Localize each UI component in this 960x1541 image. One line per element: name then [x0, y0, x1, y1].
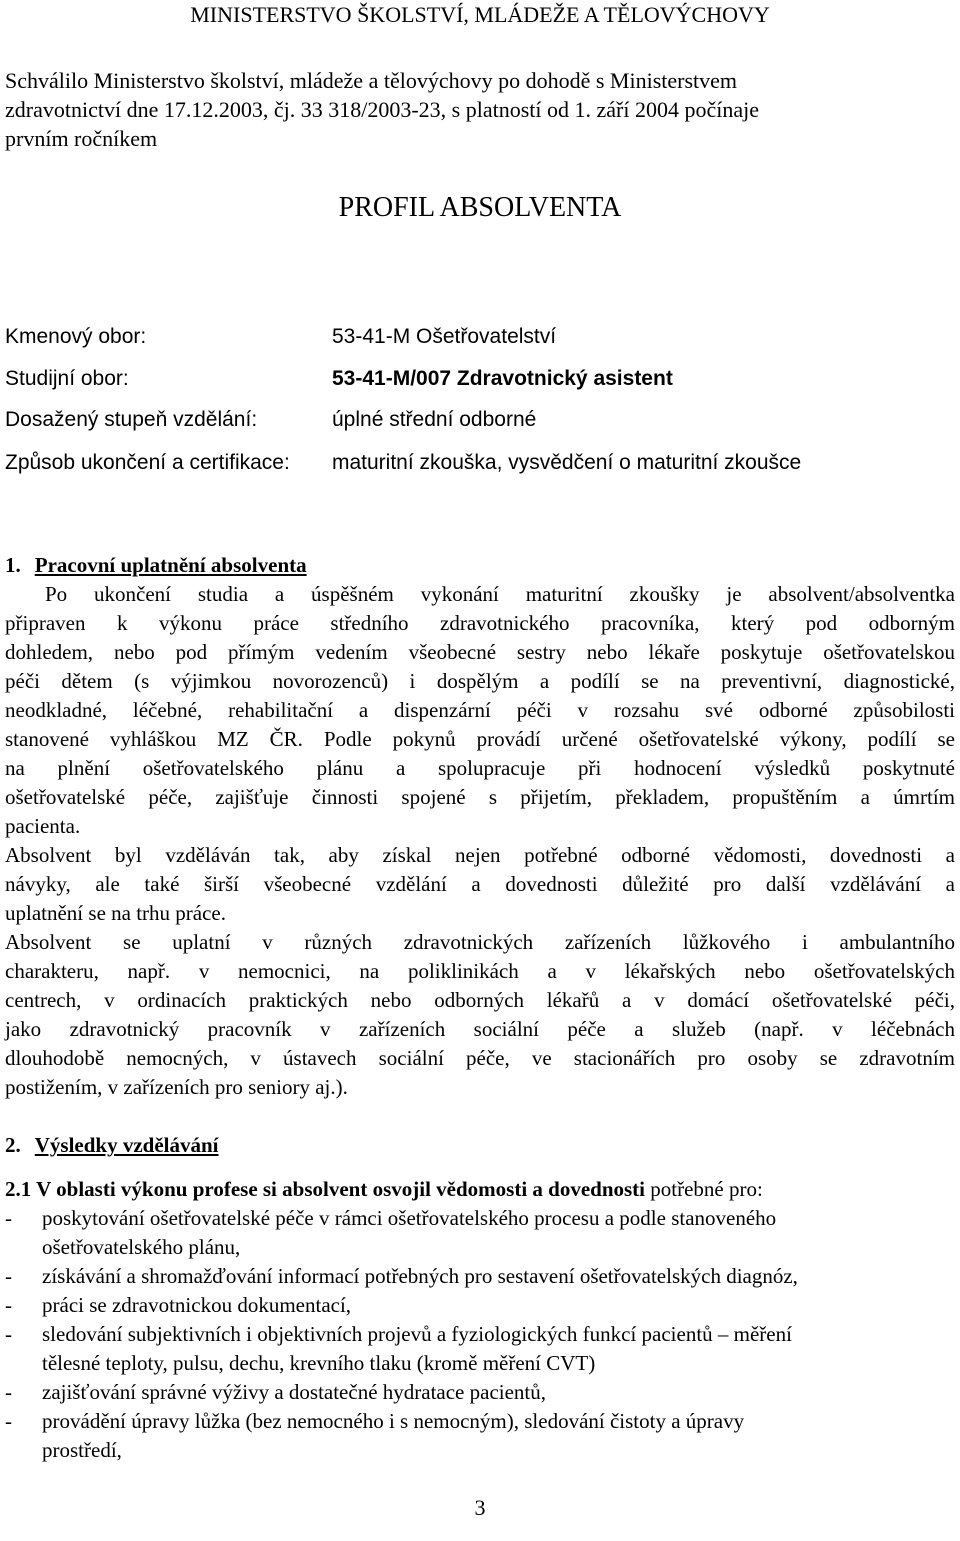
- list-item-line: zajišťování správné výživy a dostatečné hydratace pacientů,: [42, 1380, 547, 1404]
- paragraph-line: péči dětem (s výjimkou novorozenců) i dospělým a podílí se na preventivní, diagnostické,: [5, 669, 955, 693]
- stupen-vzdelani-label: Dosažený stupeň vzdělání:: [5, 408, 258, 431]
- paragraph-line: na plnění ošetřovatelského plánu a spolupracuje při hodnocení výsledků poskytnuté: [5, 756, 955, 780]
- list-item-line: sledování subjektivních i objektivních projevů a fyziologických funkcí pacientů – měření: [42, 1322, 792, 1346]
- stupen-vzdelani-value: úplné střední odborné: [332, 408, 537, 431]
- list-item: [5, 1407, 955, 1465]
- page-number: 3: [474, 1495, 486, 1520]
- paragraph-line: dohledem, nebo pod přímým vedením všeobecné sestry nebo lékaře poskytuje ošetřovatelskou: [5, 640, 955, 664]
- section-1-body: [5, 580, 955, 1102]
- paragraph-line: návyky, ale také širší všeobecné vzdělání a dovednosti důležité pro další vzdělávání a: [5, 872, 955, 896]
- list-item: [5, 1262, 955, 1291]
- subsection-normal-text: potřebné pro:: [645, 1177, 763, 1201]
- competence-list: [5, 1204, 955, 1465]
- section-number: 2.: [5, 1133, 21, 1157]
- list-item-line: ošetřovatelského plánu,: [42, 1235, 241, 1259]
- paragraph-line: připraven k výkonu práce středního zdravotnického pracovníka, který pod odborným: [5, 611, 955, 635]
- paragraph-line: centrech, v ordinacích praktických nebo odborných lékařů a v domácí ošetřovatelské péči,: [5, 988, 955, 1012]
- list-dash: -: [5, 1264, 12, 1288]
- list-dash: -: [5, 1293, 12, 1317]
- list-item: [5, 1204, 955, 1262]
- list-dash: -: [5, 1322, 12, 1346]
- approval-statement: [5, 66, 955, 153]
- list-item: [5, 1291, 955, 1320]
- list-dash: -: [5, 1206, 12, 1230]
- section-title: Pracovní uplatnění absolventa: [34, 553, 307, 577]
- approval-line: Schválilo Ministerstvo školství, mládeže a tělovýchovy po dohodě s Ministerstvem: [5, 68, 738, 93]
- paragraph-line: Absolvent byl vzděláván tak, aby získal nejen potřebné odborné vědomosti, dovednosti a: [5, 843, 955, 867]
- paragraph-line: dlouhodobě nemocných, v ústavech sociální péče, ve stacionářích pro osoby se zdravotním: [5, 1046, 955, 1070]
- subsection-bold-text: 2.1 V oblasti výkonu profese si absolvent osvojil vědomosti a dovednosti: [5, 1177, 646, 1201]
- list-item-line: získávání a shromažďování informací potřebných pro sestavení ošetřovatelských diagnóz,: [42, 1264, 798, 1288]
- section-1-heading: [5, 551, 307, 580]
- list-item-line: práci se zdravotnickou dokumentací,: [42, 1293, 352, 1317]
- zpusob-ukonceni-label: Způsob ukončení a certifikace:: [5, 451, 290, 474]
- list-dash: -: [5, 1409, 12, 1433]
- paragraph-line: jako zdravotnický pracovník v zařízeních sociální péče a služeb (např. v léčebnách: [5, 1017, 955, 1041]
- list-item-line: poskytování ošetřovatelské péče v rámci ošetřovatelského procesu a podle stanoveného: [42, 1206, 777, 1230]
- paragraph-line: neodkladné, léčebné, rehabilitační a dispenzární péči v rozsahu své odborné způsobilosti: [5, 698, 955, 722]
- zpusob-ukonceni-value: maturitní zkouška, vysvědčení o maturitní zkoušce: [332, 451, 802, 474]
- studijni-obor-value: 53-41-M/007 Zdravotnický asistent: [332, 367, 673, 390]
- section-number: 1.: [5, 553, 21, 577]
- paragraph-line: postižením, v zařízeních pro seniory aj.).: [5, 1075, 348, 1099]
- ministry-heading: MINISTERSTVO ŠKOLSTVÍ, MLÁDEŽE A TĚLOVÝCHOVY: [190, 2, 770, 27]
- section-title: Výsledky vzdělávání: [34, 1133, 219, 1157]
- approval-line: zdravotnictví dne 17.12.2003, čj. 33 318/2003-23, s platností od 1. září 2004 počínaje: [5, 97, 759, 122]
- paragraph-line: ošetřovatelské péče, zajišťuje činnosti spojené s přijetím, překladem, propuštěním a úmrtím: [5, 785, 955, 809]
- list-item-line: tělesné teploty, pulsu, dechu, krevního tlaku (kromě měření CVT): [42, 1351, 596, 1375]
- subsection-2-1-heading: [5, 1175, 763, 1204]
- list-item-line: provádění úpravy lůžka (bez nemocného i s nemocným), sledování čistoty a úpravy: [42, 1409, 745, 1433]
- paragraph-line: Absolvent se uplatní v různých zdravotnických zařízeních lůžkového i ambulantního: [5, 930, 955, 954]
- approval-line: prvním ročníkem: [5, 126, 158, 151]
- list-item: [5, 1378, 955, 1407]
- kmenovy-obor-label: Kmenový obor:: [5, 325, 147, 348]
- paragraph-line: stanovené vyhláškou MZ ČR. Podle pokynů provádí určené ošetřovatelské výkony, podílí se: [5, 727, 955, 751]
- section-2-heading: [5, 1131, 219, 1160]
- kmenovy-obor-value: 53-41-M Ošetřovatelství: [332, 325, 557, 348]
- paragraph-line: pacienta.: [5, 814, 81, 838]
- studijni-obor-label: Studijní obor:: [5, 367, 129, 390]
- paragraph-line: uplatnění se na trhu práce.: [5, 901, 226, 925]
- page-title: PROFIL ABSOLVENTA: [338, 192, 622, 223]
- list-dash: -: [5, 1380, 12, 1404]
- list-item: [5, 1320, 955, 1378]
- list-item-line: prostředí,: [42, 1438, 122, 1462]
- paragraph-line: Po ukončení studia a úspěšném vykonání maturitní zkoušky je absolvent/absolventka: [45, 582, 955, 606]
- paragraph-line: charakteru, např. v nemocnici, na poliklinikách a v lékařských nebo ošetřovatelských: [5, 959, 955, 983]
